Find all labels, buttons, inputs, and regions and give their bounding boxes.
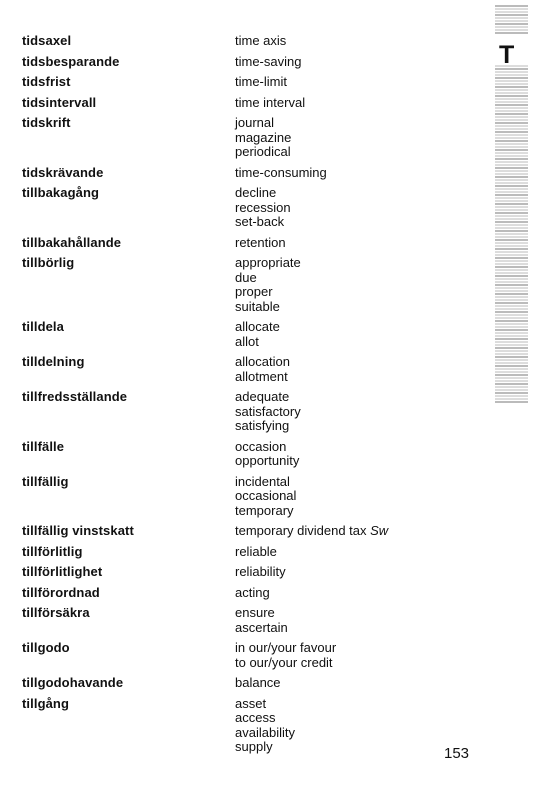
entry-translations [235,96,305,111]
translation-line [235,656,336,671]
entry-term: tillbörlig [22,255,75,270]
dictionary-entry [22,390,482,434]
entry-translations [235,545,277,560]
dictionary-entry [22,586,482,601]
translation-line [235,34,286,49]
dictionary-entry [22,55,482,70]
translation-line [235,405,301,420]
dictionary-entry [22,697,482,755]
translation-text: reliability [235,564,286,579]
translation-text: occasional [235,488,297,503]
translation-text: incidental [235,473,290,489]
dictionary-entry [22,75,482,90]
translation-text: satisfactory [235,403,301,419]
entry-term: tidsbesparande [22,53,120,69]
dictionary-entry [22,236,482,251]
entry-term: tidskrift [22,115,71,130]
entry-term: tidskrävande [22,164,104,180]
translation-line [235,606,288,621]
translation-text: proper [235,284,273,299]
entry-translations [235,355,290,384]
translation-text: allot [235,333,259,349]
entry-translations [235,641,336,670]
translation-line [235,489,296,504]
translation-text: time-consuming [235,164,327,180]
translation-text: to our/your credit [235,654,333,670]
translation-text: opportunity [235,453,300,468]
dictionary-entry [22,606,482,635]
translation-line [235,55,301,70]
entry-term: tilldelning [22,354,85,369]
entry-translations [235,55,301,70]
entry-translations [235,475,296,519]
entry-term: tillfällig vinstskatt [22,523,134,538]
translation-text: ensure [235,605,275,620]
translation-line [235,390,301,405]
entry-translations [235,320,280,349]
entry-term: tillförordnad [22,584,100,600]
translation-text: supply [235,739,273,754]
translation-text: access [235,710,276,725]
translation-line [235,285,301,300]
entry-term: tillfällig [22,473,69,489]
translation-line [235,236,286,251]
translation-text: journal [235,115,275,130]
dictionary-entry [22,545,482,560]
translation-text: time axis [235,33,287,48]
translation-line [235,524,388,539]
translation-text: decline [235,185,277,200]
translation-line [235,370,290,385]
translation-line [235,116,291,131]
translation-line [235,697,295,712]
page-number: 153 [444,745,470,762]
dictionary-entry [22,320,482,349]
entry-term: tillförsäkra [22,605,90,620]
entry-translations [235,586,270,601]
translation-line [235,215,291,230]
dictionary-entry [22,166,482,181]
translation-text: time-limit [235,74,287,89]
translation-text: suitable [235,298,280,314]
translation-line [235,271,301,286]
translation-line [235,440,299,455]
translation-text: reliable [235,543,277,559]
translation-line [235,355,290,370]
entry-term: tillförlitlighet [22,564,103,579]
translation-text: time interval [235,94,306,110]
entry-translations [235,34,286,49]
translation-text: periodical [235,144,291,159]
dictionary-entry [22,355,482,384]
dictionary-entry [22,641,482,670]
translation-text: temporary [235,502,294,518]
translation-line [235,145,291,160]
translation-line [235,586,270,601]
dictionary-entry [22,524,482,539]
translation-line [235,320,280,335]
thumb-index-letter: T [499,41,515,69]
entry-translations [235,524,388,539]
translation-line [235,475,296,490]
dictionary-entry [22,565,482,580]
dictionary-entry [22,96,482,111]
dictionary-entry [22,676,482,691]
entry-translations [235,676,281,691]
translation-line [235,256,301,271]
entry-translations [235,75,287,90]
translation-line [235,711,295,726]
dictionary-entry [22,256,482,314]
entry-term: tillgång [22,695,70,711]
entry-term: tillgodohavande [22,675,124,690]
dictionary-entry [22,475,482,519]
translation-line [235,641,336,656]
translation-line [235,96,305,111]
dictionary-entry [22,34,482,49]
translation-text: allocate [235,319,280,334]
translation-line [235,186,291,201]
entry-term: tidsintervall [22,94,97,110]
dictionary-entry [22,186,482,230]
entry-term: tillfälle [22,438,65,454]
translation-text: acting [235,584,270,600]
entry-term: tidsfrist [22,74,71,89]
entry-translations [235,236,286,251]
entry-term: tidsaxel [22,33,72,48]
translation-line [235,726,295,741]
entry-translations [235,606,288,635]
dictionary-entry [22,116,482,160]
translation-text: allocation [235,354,290,369]
translation-line [235,131,291,146]
dictionary-entry [22,440,482,469]
translation-line [235,676,281,691]
translation-text: availability [235,724,295,740]
translation-line [235,419,301,434]
entry-translations [235,440,299,469]
translation-text: due [235,269,257,285]
translation-line [235,504,296,519]
translation-text: asset [235,695,267,711]
translation-line [235,545,277,560]
entry-term: tilldela [22,319,64,334]
translation-text: adequate [235,389,290,404]
translation-text: recession [235,199,291,215]
entry-term: tillfredsställande [22,389,128,404]
translation-line [235,201,291,216]
entry-term: tillbakagång [22,185,100,200]
translation-line [235,621,288,636]
translation-text: appropriate [235,255,301,270]
translation-line [235,454,299,469]
translation-text: occasion [235,438,287,454]
translation-line [235,565,286,580]
entry-translations [235,166,327,181]
entry-translations [235,390,301,434]
translation-text: satisfying [235,418,290,433]
translation-text: temporary dividend tax [235,523,367,538]
translation-text: balance [235,675,281,690]
translation-text: set-back [235,214,285,229]
translation-text: allotment [235,368,288,384]
translation-text: magazine [235,129,292,145]
translation-text: time-saving [235,53,302,69]
entry-translations [235,256,301,314]
entry-term: tillbakahållande [22,234,122,250]
translation-text: in our/your favour [235,640,337,655]
entry-term: tillförlitlig [22,543,83,559]
translation-line [235,75,287,90]
dictionary-entries [22,34,482,761]
entry-translations [235,697,295,755]
translation-note: Sw [370,523,389,538]
translation-text: retention [235,234,286,250]
entry-term: tillgodo [22,640,70,655]
translation-line [235,740,295,755]
entry-translations [235,116,291,160]
translation-line [235,166,327,181]
translation-line [235,335,280,350]
entry-translations [235,186,291,230]
translation-text: ascertain [235,619,288,635]
translation-line [235,300,301,315]
entry-translations [235,565,286,580]
